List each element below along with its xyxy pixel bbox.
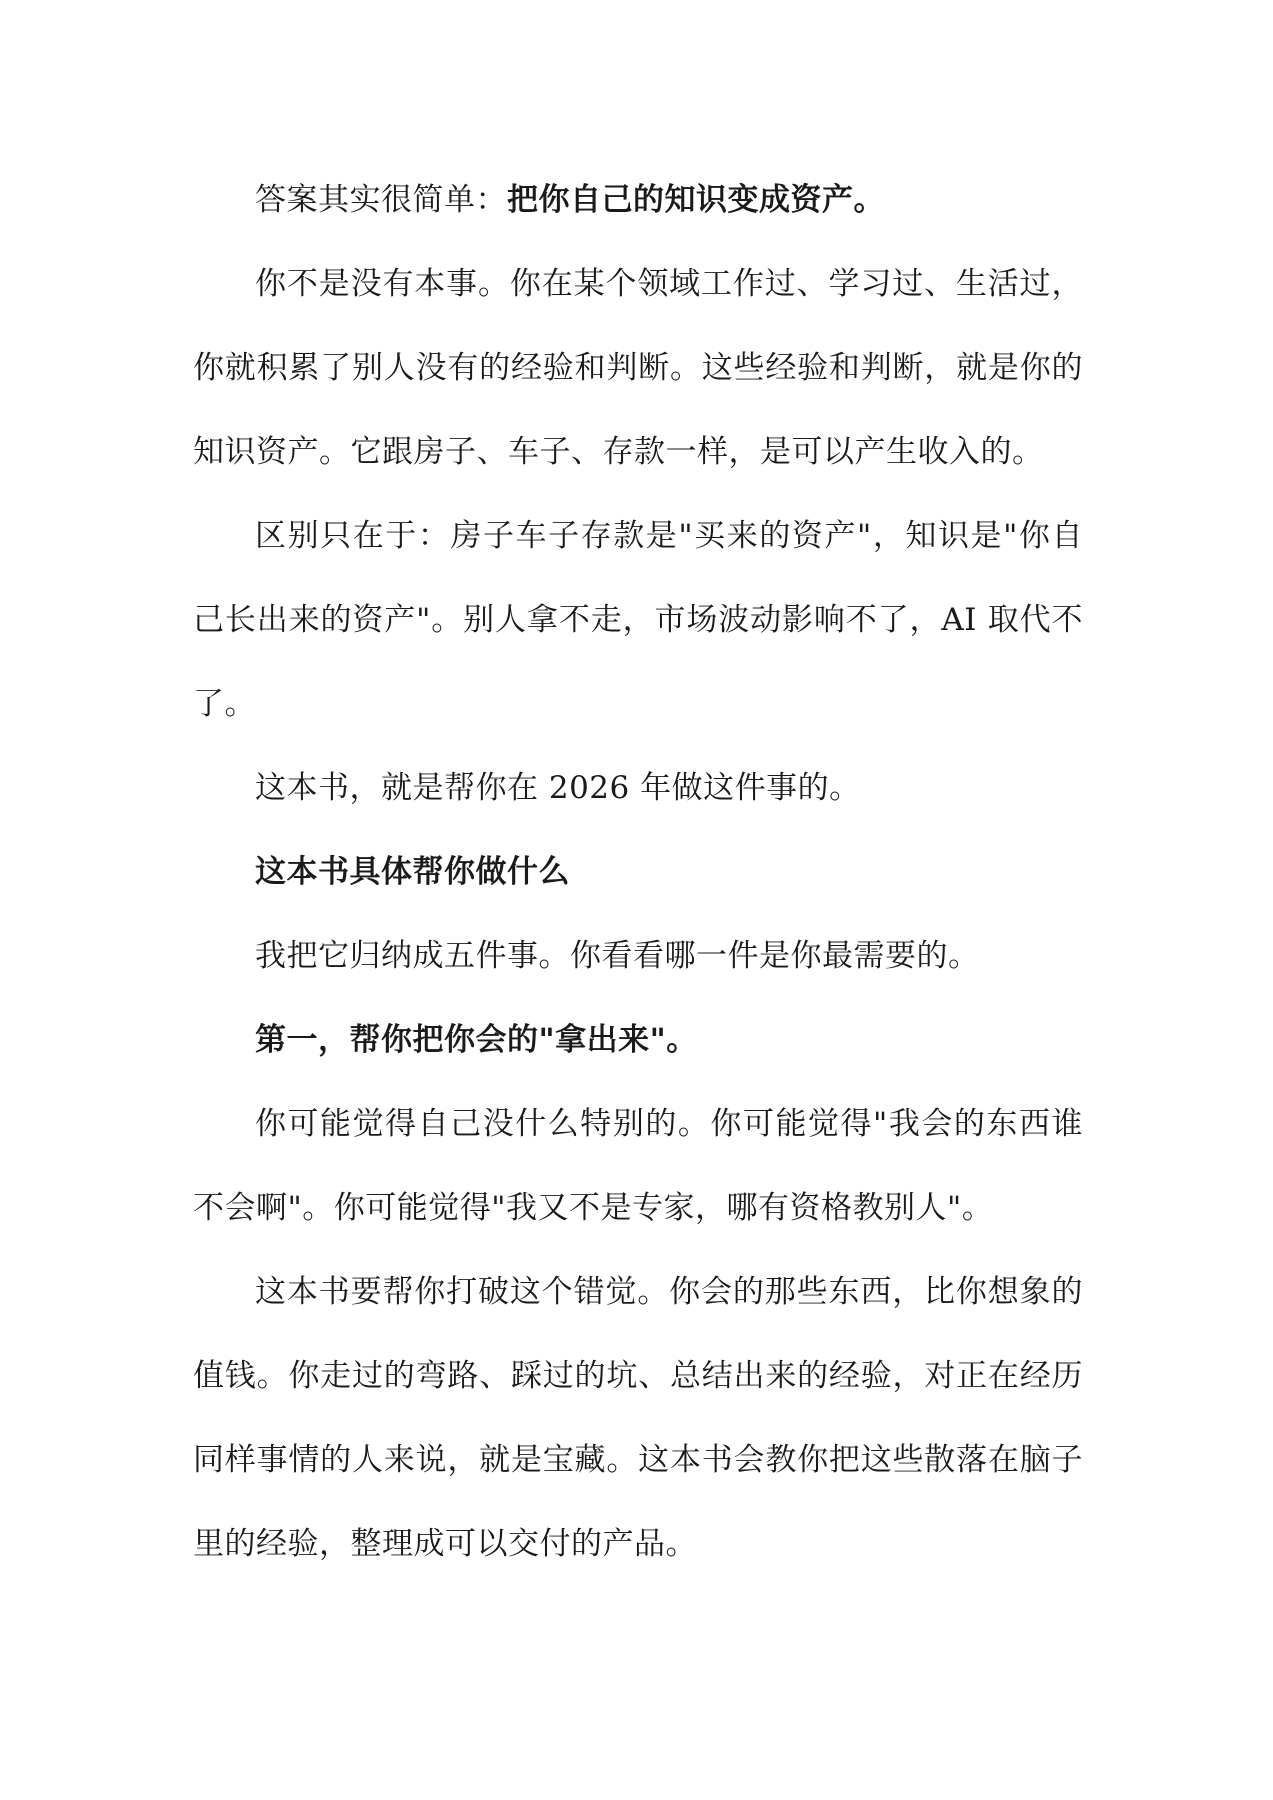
paragraph-five-things: 我把它归纳成五件事。你看看哪一件是你最需要的。 <box>255 938 980 974</box>
paragraph-knowledge-asset: 你不是没有本事。你在某个领域工作过、学习过、生活过，你就积累了别人没有的经验和判断。这些经验和判断，就是你的知识资产。它跟房子、车子、存款一样，是可以产生收入的。 <box>193 266 1083 470</box>
paragraph-break-illusion: 这本书要帮你打破这个错觉。你会的那些东西，比你想象的值钱。你走过的弯路、踩过的坑、总结出来的经验，对正在经历同样事情的人来说，就是宝藏。这本书会教你把这些散落在脑子里的经验，整理成可以交付的产品。 <box>193 1274 1083 1562</box>
paragraph-self-doubt: 你可能觉得自己没什么特别的。你可能觉得"我会的东西谁不会啊"。你可能觉得"我又不是专家，哪有资格教别人"。 <box>193 1106 1083 1226</box>
paragraph-book-purpose: 这本书，就是帮你在 2026 年做这件事的。 <box>255 770 861 806</box>
document-body <box>193 158 1083 1586</box>
paragraph-answer-lead: 答案其实很简单： <box>255 182 507 218</box>
paragraph-difference: 区别只在于：房子车子存款是"买来的资产"，知识是"你自己长出来的资产"。别人拿不走，市场波动影响不了，AI 取代不了。 <box>193 518 1083 722</box>
section-heading: 这本书具体帮你做什么 <box>255 854 570 890</box>
subsection-heading-first: 第一，帮你把你会的"拿出来"。 <box>255 1022 698 1058</box>
paragraph-answer <box>193 158 1083 242</box>
paragraph-answer-emphasis: 把你自己的知识变成资产。 <box>507 182 885 218</box>
